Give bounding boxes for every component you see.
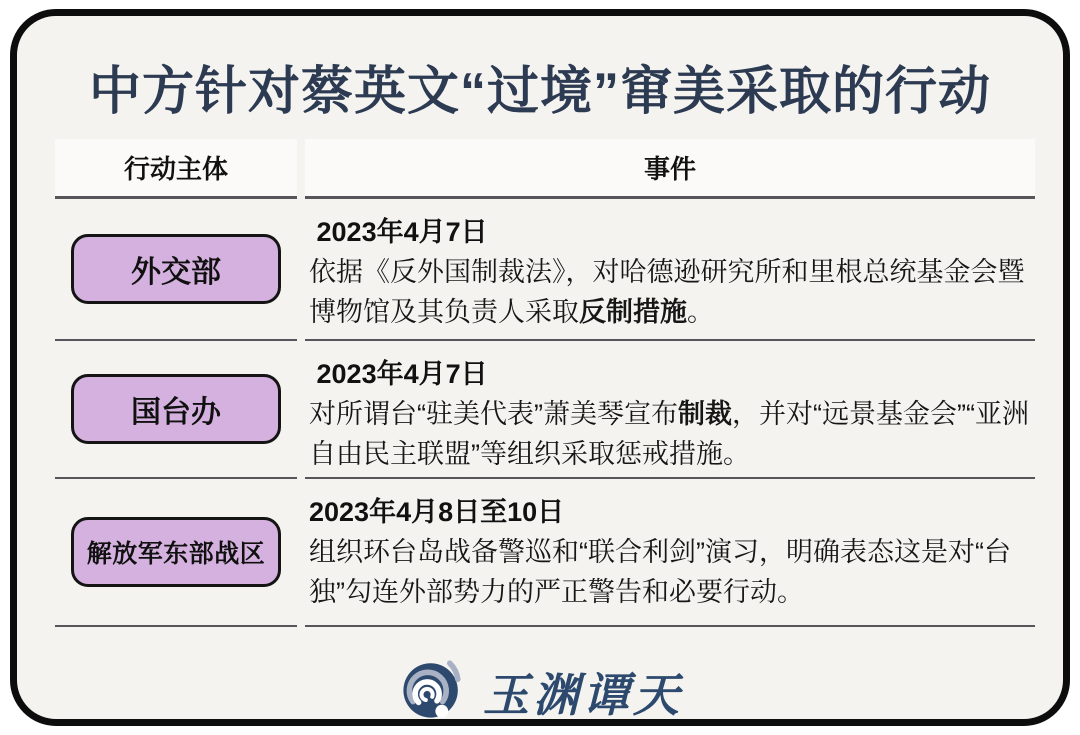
table-header-row: [55, 139, 1035, 199]
yuyuan-tantian-logo-icon: [397, 652, 477, 726]
table-row: [55, 341, 1035, 479]
event-date: 2023年4月8日至10日: [309, 497, 565, 527]
event-description: 组织环台岛战备警巡和“联合利剑”演习，明确表态这是对“台独”勾连外部势力的严正警告和必要行动。: [309, 537, 1011, 607]
subject-badge-tao: 国台办: [71, 374, 281, 444]
infographic-card: [10, 9, 1070, 726]
table-row: [55, 199, 1035, 341]
actions-table: [55, 139, 1035, 627]
page-title: 中方针对蔡英文“过境”窜美采取的行动: [88, 63, 991, 121]
brand-name: 玉渊谭天: [483, 668, 683, 722]
event-description: 依据《反外国制裁法》，对哈德逊研究所和里根总统基金会暨博物馆及其负责人采取反制措施。: [309, 257, 1025, 327]
event-date: 2023年4月7日: [309, 217, 488, 247]
subject-badge-mfa: 外交部: [71, 234, 281, 304]
column-header-subject: 行动主体: [55, 139, 297, 199]
column-header-event: 事件: [305, 139, 1035, 199]
event-description: 对所谓台“驻美代表”萧美琴宣布制裁，并对“远景基金会”“亚洲自由民主联盟”等组织采取惩戒措施。: [309, 399, 1029, 469]
subject-badge-pla-eastern-theater: 解放军东部战区: [71, 517, 281, 587]
brand-footer: [17, 652, 1063, 726]
event-date: 2023年4月7日: [309, 359, 488, 389]
table-row: [55, 479, 1035, 627]
